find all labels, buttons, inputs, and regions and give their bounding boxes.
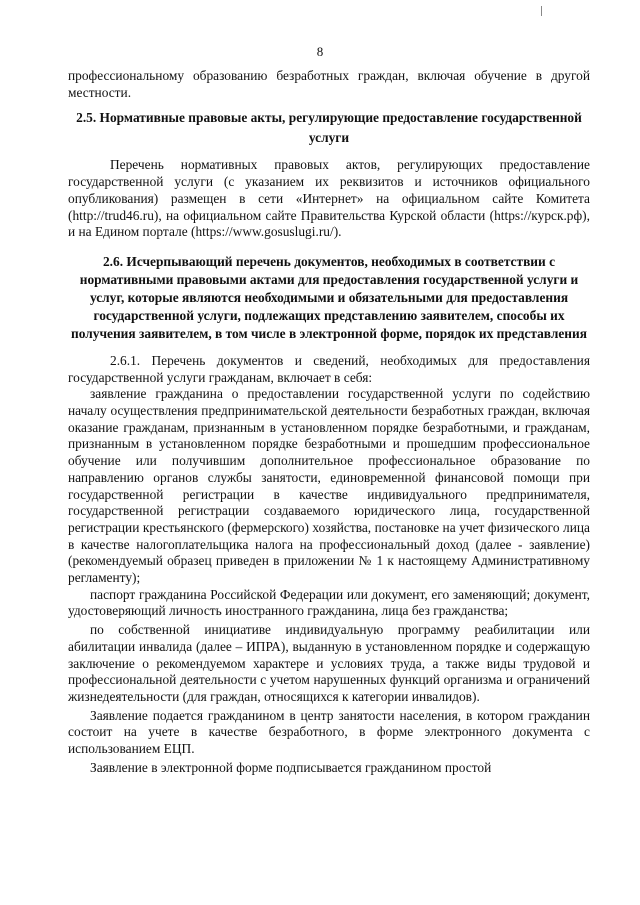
page-number: 8 bbox=[316, 44, 324, 59]
section-heading-2-5: 2.5. Нормативные правовые акты, регулирующие предоставление государственной услуги bbox=[76, 110, 582, 146]
list-item-passport: паспорт гражданина Российской Федерации или документ, его заменяющий; документ, удостоверяющий личность иностранного гражданина, лица без гражданства; bbox=[68, 586, 590, 619]
section-heading-2-6: 2.6. Исчерпывающий перечень документов, необходимых в соответствии с нормативными правовыми актами для предоставления государственной услуги и услуг, которые являются необходимыми и обязательными для предоставления государственной услуги, подлежащих представлению заявителем, способы их получения заявителем, в том числе в электронной форме, порядок их представления bbox=[71, 253, 587, 341]
scan-mark bbox=[541, 6, 542, 16]
page-content bbox=[68, 68, 590, 777]
paragraph-legal-acts: Перечень нормативных правовых актов, регулирующих предоставление государственной услуги (с указанием их реквизитов и источников официального опубликования) размещен в сети «Интернет» на официальном сайте Комитета (http://trud46.ru), на официальном сайте Правительства Курской области (https://курск.рф), и на Едином портале (https://www.gosuslugi.ru/). bbox=[68, 157, 590, 240]
paragraph-signature: Заявление в электронной форме подписывается гражданином простой bbox=[90, 759, 492, 775]
paragraph-submission: Заявление подается гражданином в центр занятости населения, в котором гражданин состоит на учете в качестве безработного, в форме электронного документа с использованием ЕЦП. bbox=[68, 707, 590, 757]
list-item-application: заявление гражданина о предоставлении государственной услуги по содействию началу осуществления предпринимательской деятельности безработных граждан, включая оказание гражданам, признанным в установленном порядке безработными, и гражданам, признанным в установленном порядке безработными и прошедшим профессиональное обучение или получившим дополнительное профессиональное образование по направлению органов службы занятости, единовременной финансовой помощи при государственной регистрации в качестве индивидуального предпринимателя, государственной регистрации создаваемого юридического лица, государственной регистрации крестьянского (фермерского) хозяйства, постановке на учет физического лица в качестве налогоплательщика налога на профессиональный доход (далее - заявление) (рекомендуемый образец приведен в приложении № 1 к настоящему Административному регламенту); bbox=[68, 386, 590, 586]
paragraph-continuation: профессиональному образованию безработных граждан, включая обучение в другой местности. bbox=[68, 68, 590, 100]
list-item-ipra: по собственной инициативе индивидуальную программу реабилитации или абилитации инвалида (далее – ИПРА), выданную в установленном порядке и содержащую заключение о рекомендуемом характере и условиях труда, а также виды трудовой и профессиональной деятельности с учетом нарушенных функций организма и ограничений жизнедеятельности (для граждан, относящихся к категории инвалидов). bbox=[68, 622, 590, 704]
paragraph-2-6-1: 2.6.1. Перечень документов и сведений, необходимых для предоставления государственной услуги гражданам, включает в себя: bbox=[68, 352, 590, 385]
